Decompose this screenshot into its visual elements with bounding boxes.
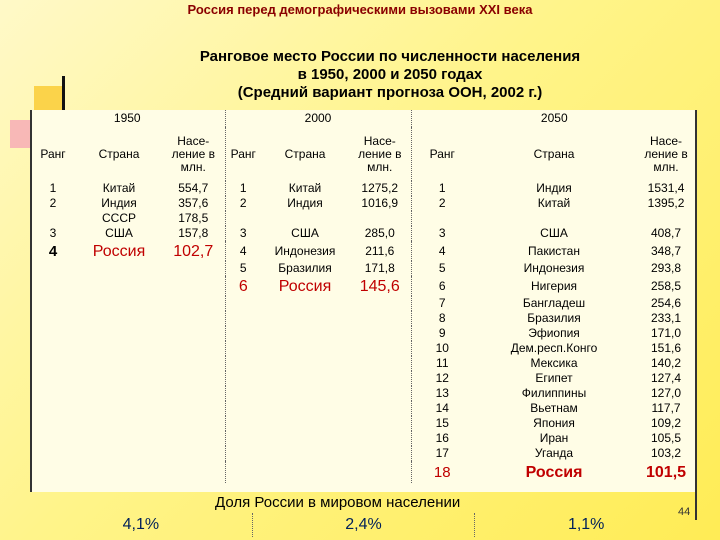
cell-p1 bbox=[162, 341, 225, 356]
share-2050: 1,1% bbox=[474, 513, 697, 537]
table-row bbox=[30, 461, 697, 483]
cell-r2: 3 bbox=[225, 226, 261, 241]
cell-c3: Вьетнам bbox=[530, 401, 578, 415]
cell-c1 bbox=[76, 386, 162, 401]
cell-r3: 5 bbox=[411, 261, 473, 276]
cell-r1 bbox=[30, 386, 76, 401]
cell-p1: 178,5 bbox=[178, 211, 209, 225]
table-row bbox=[30, 181, 697, 196]
cell-r3: 6 bbox=[411, 276, 473, 296]
cell-c3: США bbox=[540, 226, 568, 240]
cell-r2 bbox=[225, 416, 261, 431]
cell-r3: 10 bbox=[411, 341, 473, 356]
cell-c2 bbox=[261, 296, 349, 311]
cell-p2 bbox=[349, 461, 411, 483]
cell-r2 bbox=[225, 356, 261, 371]
cell-c3: Эфиопия bbox=[528, 326, 580, 340]
table-row bbox=[30, 416, 697, 431]
cell-c2: США bbox=[291, 226, 319, 240]
cell-p3: 101,5 bbox=[646, 463, 687, 481]
cell-c1 bbox=[76, 416, 162, 431]
cell-p2 bbox=[349, 431, 411, 446]
cell-r1 bbox=[30, 401, 76, 416]
cell-r2 bbox=[225, 461, 261, 483]
cell-c1: США bbox=[105, 226, 133, 240]
cell-c2 bbox=[261, 326, 349, 341]
cell-p1 bbox=[162, 371, 225, 386]
cell-c3: Уганда bbox=[534, 446, 574, 460]
cell-r3: 11 bbox=[411, 356, 473, 371]
cell-r3: 12 bbox=[411, 371, 473, 386]
cell-p3: 171,0 bbox=[651, 326, 682, 340]
cell-p2: 171,8 bbox=[364, 261, 395, 275]
cell-r2 bbox=[225, 341, 261, 356]
cell-r2 bbox=[225, 311, 261, 326]
cell-c2 bbox=[261, 311, 349, 326]
cell-p1 bbox=[162, 416, 225, 431]
cell-r2 bbox=[225, 371, 261, 386]
cell-p3: 258,5 bbox=[651, 278, 682, 293]
col-pop-1950: Насе- ление в млн. bbox=[171, 133, 215, 174]
cell-c3: Дем.респ.Конго bbox=[510, 341, 598, 355]
cell-c1: СССР bbox=[101, 211, 136, 225]
cell-r3 bbox=[411, 211, 473, 226]
population-rank-table bbox=[30, 110, 697, 483]
cell-c3: Бангладеш bbox=[522, 296, 586, 310]
cell-r2: 5 bbox=[225, 261, 261, 276]
page-title bbox=[110, 48, 670, 102]
title-line-2: в 1950, 2000 и 2050 годах bbox=[297, 66, 483, 83]
cell-r1: 2 bbox=[49, 196, 57, 210]
cell-c3: Египет bbox=[535, 371, 573, 385]
cell-r1 bbox=[30, 431, 76, 446]
cell-r2 bbox=[225, 296, 261, 311]
cell-p2: 1275,2 bbox=[361, 181, 399, 195]
share-2000: 2,4% bbox=[252, 513, 475, 537]
cell-p2 bbox=[349, 311, 411, 326]
cell-p2 bbox=[349, 386, 411, 401]
cell-r2 bbox=[225, 211, 261, 226]
russia-share-label: Доля России в мировом населении bbox=[215, 494, 461, 511]
cell-p3: 293,8 bbox=[651, 261, 682, 275]
cell-c3: Япония bbox=[533, 416, 575, 430]
col-country-2000: Страна bbox=[284, 146, 326, 161]
col-rank-2000: Ранг bbox=[225, 127, 261, 181]
table-row bbox=[30, 241, 697, 261]
cell-c1 bbox=[76, 276, 162, 296]
russia-share-row bbox=[30, 513, 697, 537]
cell-p3 bbox=[635, 211, 697, 226]
cell-p1 bbox=[162, 386, 225, 401]
table-row bbox=[30, 341, 697, 356]
cell-c1 bbox=[76, 401, 162, 416]
col-rank-2050: Ранг bbox=[411, 127, 473, 181]
cell-r3: 13 bbox=[411, 386, 473, 401]
table-row bbox=[30, 211, 697, 226]
cell-c1 bbox=[76, 446, 162, 461]
cell-p1: 357,6 bbox=[178, 196, 209, 210]
cell-c3: Нигерия bbox=[531, 278, 578, 293]
cell-c3: Китай bbox=[537, 196, 571, 210]
cell-p3: 127,4 bbox=[651, 371, 682, 385]
cell-p1 bbox=[162, 401, 225, 416]
cell-p3: 140,2 bbox=[651, 356, 682, 370]
cell-p1 bbox=[162, 461, 225, 483]
cell-c2 bbox=[261, 371, 349, 386]
cell-p3: 117,7 bbox=[651, 401, 681, 415]
cell-p2: 285,0 bbox=[364, 226, 395, 240]
column-header-row bbox=[30, 127, 697, 181]
cell-c2: Россия bbox=[278, 277, 332, 295]
cell-r3: 16 bbox=[411, 431, 473, 446]
table-frame-right bbox=[695, 110, 697, 520]
cell-p2 bbox=[349, 341, 411, 356]
cell-c2 bbox=[261, 461, 349, 483]
col-pop-2050: Насе- ление в млн. bbox=[644, 133, 688, 174]
table-row bbox=[30, 431, 697, 446]
cell-r1 bbox=[30, 296, 76, 311]
cell-r3: 8 bbox=[411, 311, 473, 326]
table-row bbox=[30, 276, 697, 296]
cell-c2 bbox=[261, 431, 349, 446]
cell-p3: 103,2 bbox=[651, 446, 682, 460]
cell-c3: Пакистан bbox=[528, 243, 580, 258]
cell-p2 bbox=[349, 401, 411, 416]
table-row bbox=[30, 401, 697, 416]
cell-p3: 109,2 bbox=[651, 416, 682, 430]
cell-c2: Китай bbox=[288, 181, 322, 195]
cell-p1 bbox=[162, 446, 225, 461]
cell-c3: Индия bbox=[536, 181, 572, 195]
cell-p1 bbox=[162, 276, 225, 296]
cell-p3: 1395,2 bbox=[647, 196, 685, 210]
cell-p1: 157,8 bbox=[178, 226, 209, 240]
year-header-row bbox=[30, 110, 697, 127]
cell-r3: 1 bbox=[411, 181, 473, 196]
table-row bbox=[30, 261, 697, 276]
cell-r1 bbox=[30, 326, 76, 341]
cell-r1 bbox=[30, 461, 76, 483]
cell-r3: 17 bbox=[411, 446, 473, 461]
cell-p1 bbox=[162, 431, 225, 446]
cell-c3: Иран bbox=[539, 431, 569, 445]
cell-r2 bbox=[225, 326, 261, 341]
cell-c1 bbox=[76, 296, 162, 311]
table-row bbox=[30, 371, 697, 386]
cell-p3: 408,7 bbox=[651, 226, 682, 240]
cell-c1 bbox=[76, 431, 162, 446]
page-number: 44 bbox=[678, 506, 691, 518]
cell-r2: 6 bbox=[225, 276, 261, 296]
cell-p3: 127,0 bbox=[651, 386, 682, 400]
table-row bbox=[30, 386, 697, 401]
cell-r1: 3 bbox=[49, 226, 57, 240]
cell-r3: 15 bbox=[411, 416, 473, 431]
cell-c3: Бразилия bbox=[527, 311, 581, 325]
cell-c2 bbox=[261, 356, 349, 371]
cell-r1 bbox=[30, 371, 76, 386]
cell-r3: 3 bbox=[411, 226, 473, 241]
slide-header: Россия перед демографическими вызовами XXI века bbox=[187, 2, 533, 17]
cell-c2 bbox=[261, 341, 349, 356]
cell-r1 bbox=[30, 276, 76, 296]
cell-r3: 2 bbox=[411, 196, 473, 211]
cell-p2 bbox=[349, 326, 411, 341]
table-row bbox=[30, 326, 697, 341]
cell-r1 bbox=[30, 416, 76, 431]
cell-r3: 9 bbox=[411, 326, 473, 341]
cell-p1: 102,7 bbox=[173, 242, 214, 260]
cell-r3: 18 bbox=[411, 461, 473, 483]
cell-r2 bbox=[225, 431, 261, 446]
col-country-1950: Страна bbox=[98, 146, 140, 161]
cell-r1: 4 bbox=[48, 242, 58, 260]
cell-p3: 151,6 bbox=[651, 341, 682, 355]
cell-p1 bbox=[162, 326, 225, 341]
cell-p2 bbox=[349, 356, 411, 371]
cell-r2 bbox=[225, 386, 261, 401]
cell-c2 bbox=[261, 416, 349, 431]
cell-r1 bbox=[30, 356, 76, 371]
cell-p3: 254,6 bbox=[651, 296, 682, 310]
cell-c1 bbox=[76, 326, 162, 341]
cell-p3: 348,7 bbox=[651, 243, 682, 258]
cell-p2: 145,6 bbox=[359, 277, 400, 295]
table-row bbox=[30, 226, 697, 241]
cell-r1: 1 bbox=[49, 181, 57, 195]
year-1950: 1950 bbox=[113, 111, 141, 125]
cell-c3: Индонезия bbox=[523, 261, 585, 275]
cell-p1 bbox=[162, 296, 225, 311]
cell-r1 bbox=[30, 341, 76, 356]
table-row bbox=[30, 356, 697, 371]
table-row bbox=[30, 296, 697, 311]
cell-c1 bbox=[76, 371, 162, 386]
col-rank-1950: Ранг bbox=[40, 146, 66, 161]
cell-c1 bbox=[76, 356, 162, 371]
cell-p1 bbox=[162, 356, 225, 371]
year-2000: 2000 bbox=[225, 110, 411, 127]
cell-c1: Китай bbox=[102, 181, 136, 195]
share-1950: 4,1% bbox=[122, 516, 160, 533]
cell-c1 bbox=[76, 341, 162, 356]
col-pop-2000: Насе- ление в млн. bbox=[358, 133, 402, 174]
cell-r2: 4 bbox=[225, 241, 261, 261]
cell-p2 bbox=[349, 446, 411, 461]
cell-r2: 2 bbox=[225, 196, 261, 211]
cell-r1 bbox=[30, 311, 76, 326]
cell-p1 bbox=[162, 261, 225, 276]
cell-c1: Индия bbox=[101, 196, 137, 210]
cell-r1 bbox=[30, 261, 76, 276]
cell-p1: 554,7 bbox=[178, 181, 209, 195]
cell-c1 bbox=[76, 461, 162, 483]
cell-r2: 1 bbox=[225, 181, 261, 196]
cell-c1 bbox=[76, 311, 162, 326]
cell-c3 bbox=[473, 211, 635, 226]
cell-p3: 233,1 bbox=[651, 311, 682, 325]
cell-r1 bbox=[30, 446, 76, 461]
cell-c3: Мексика bbox=[530, 356, 578, 370]
table-row bbox=[30, 446, 697, 461]
cell-r2 bbox=[225, 401, 261, 416]
cell-p2: 211,6 bbox=[365, 243, 395, 258]
cell-p2: 1016,9 bbox=[361, 196, 399, 210]
year-2050: 2050 bbox=[411, 110, 697, 127]
cell-p3: 105,5 bbox=[651, 431, 682, 445]
table-row bbox=[30, 196, 697, 211]
cell-c2: Индия bbox=[287, 196, 323, 210]
col-country-2050: Страна bbox=[533, 146, 575, 161]
cell-c3: Филиппины bbox=[521, 386, 587, 400]
cell-c2 bbox=[261, 386, 349, 401]
title-line-1: Ранговое место России по численности населения bbox=[199, 48, 581, 65]
cell-c2 bbox=[261, 446, 349, 461]
cell-r3: 14 bbox=[411, 401, 473, 416]
cell-p2 bbox=[349, 371, 411, 386]
cell-p3: 1531,4 bbox=[647, 181, 685, 195]
cell-c1 bbox=[76, 261, 162, 276]
cell-c2 bbox=[261, 401, 349, 416]
cell-r1 bbox=[30, 211, 76, 226]
title-line-3: (Средний вариант прогноза ООН, 2002 г.) bbox=[237, 84, 543, 101]
cell-r2 bbox=[225, 446, 261, 461]
cell-r3: 7 bbox=[411, 296, 473, 311]
cell-c1: Россия bbox=[92, 242, 146, 260]
cell-c2: Бразилия bbox=[278, 261, 332, 275]
cell-r3: 4 bbox=[411, 241, 473, 261]
cell-c2 bbox=[261, 211, 349, 226]
table-row bbox=[30, 311, 697, 326]
cell-p2 bbox=[349, 296, 411, 311]
cell-c2: Индонезия bbox=[274, 243, 336, 258]
table-frame-left bbox=[30, 110, 32, 492]
cell-p2 bbox=[349, 416, 411, 431]
cell-p1 bbox=[162, 311, 225, 326]
cell-p2 bbox=[349, 211, 411, 226]
cell-c3: Россия bbox=[525, 463, 583, 481]
